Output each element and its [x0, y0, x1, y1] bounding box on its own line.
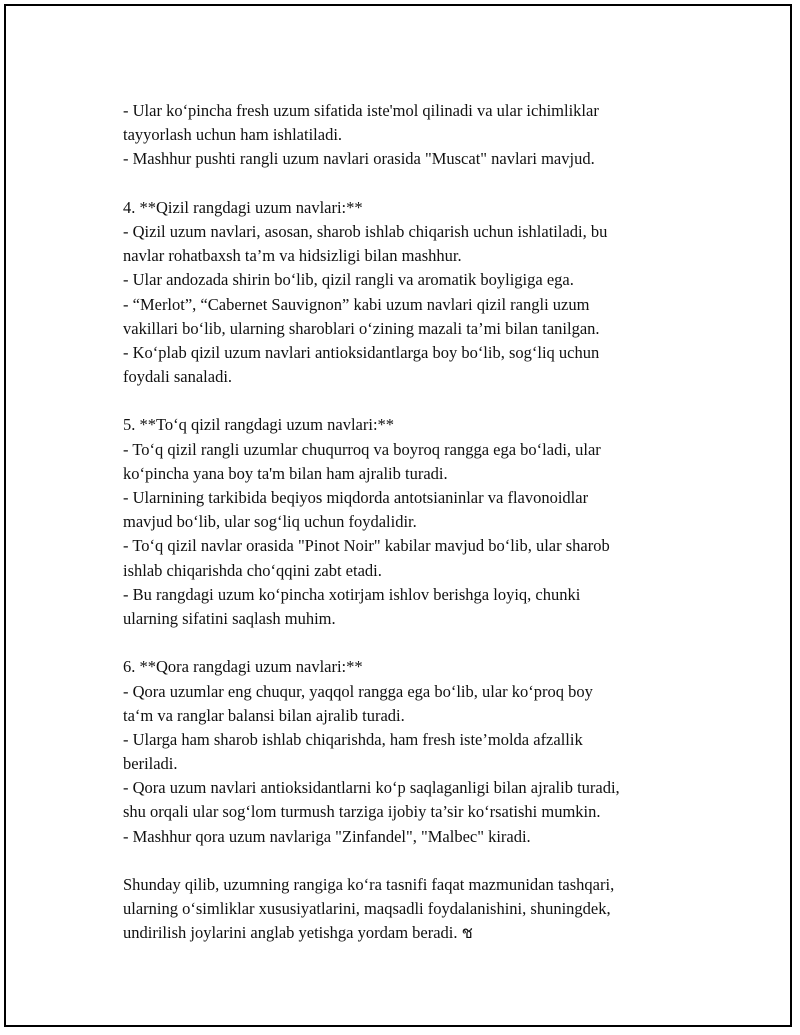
text-line: ularning o‘simliklar xususiyatlarini, maqsadli foydalanishini, shuningdek, — [123, 899, 611, 919]
paragraph-spacer — [123, 172, 703, 196]
paragraph-spacer — [123, 849, 703, 873]
text-line: ularning sifatini saqlash muhim. — [123, 608, 336, 628]
text-line: - Ularnining tarkibida beqiyos miqdorda antotsianinlar va flavonoidlar — [123, 488, 589, 507]
text-line: - “Merlot”, “Cabernet Sauvignon” kabi uzum navlari qizil rangli uzum — [123, 294, 590, 314]
text-line: - Qizil uzum navlari, asosan, sharob ishlab chiqarish uchun ishlatiladi, bu — [123, 221, 608, 241]
text-line: navlar rohatbaxsh ta’m va hidsizligi bilan mashhur. — [123, 246, 462, 266]
text-line: - To‘q qizil rangli uzumlar chuqurroq va boyroq rangga ega bo‘ladi, ular — [123, 439, 601, 459]
section-heading: 4. **Qizil rangdagi uzum navlari:** — [123, 197, 363, 217]
text-line: - Mashhur qora uzum navlariga "Zinfandel", "Malbec" kiradi. — [123, 826, 531, 846]
text-line: - Mashhur pushti rangli uzum navlari orasida "Muscat" navlari mavjud. — [123, 149, 595, 169]
section-heading: 5. **To‘q qizil rangdagi uzum navlari:** — [123, 415, 395, 435]
text-line: ishlab chiqarishda cho‘qqini zabt etadi. — [123, 560, 382, 580]
paragraph-spacer — [123, 389, 703, 413]
text-line: - Qora uzum navlari antioksidantlarni ko‘p saqlaganligi bilan ajralib turadi, — [123, 778, 620, 798]
text-line: - Ular andozada shirin bo‘lib, qizil rangli va aromatik boyligiga ega. — [123, 270, 574, 290]
text-line: vakillari bo‘lib, ularning sharoblari o‘zining mazali ta’mi bilan tanilgan. — [123, 318, 600, 338]
text-line: ta‘m va ranglar balansi bilan ajralib turadi. — [123, 705, 405, 725]
paragraph-spacer — [123, 631, 703, 655]
text-line: beriladi. — [123, 754, 178, 774]
text-line: Shunday qilib, uzumning rangiga ko‘ra tasnifi faqat mazmunidan tashqari, — [123, 875, 615, 894]
text-line: - Ular ko‘pincha fresh uzum sifatida iste'mol qilinadi va ular ichimliklar — [123, 101, 599, 120]
document-page — [4, 4, 792, 1027]
text-line: undirilish joylarini anglab yetishga yordam beradi. ช — [123, 923, 473, 943]
text-line: shu orqali ular sog‘lom turmush tarziga ijobiy ta’sir ko‘rsatishi mumkin. — [123, 802, 601, 822]
text-line: - Bu rangdagi uzum ko‘pincha xotirjam ishlov berishga loyiq, chunki — [123, 584, 581, 604]
text-line: tayyorlash uchun ham ishlatiladi. — [123, 125, 343, 145]
text-line: - Ularga ham sharob ishlab chiqarishda, ham fresh iste’molda afzallik — [123, 729, 583, 749]
text-line: - Qora uzumlar eng chuqur, yaqqol rangga ega bo‘lib, ular ko‘proq boy — [123, 681, 593, 701]
document-body — [123, 99, 703, 946]
section-heading: 6. **Qora rangdagi uzum navlari:** — [123, 657, 363, 677]
text-line: - To‘q qizil navlar orasida "Pinot Noir" kabilar mavjud bo‘lib, ular sharob — [123, 536, 610, 556]
text-line: foydali sanaladi. — [123, 367, 233, 387]
text-line: ko‘pincha yana boy ta'm bilan ham ajralib turadi. — [123, 463, 448, 483]
text-line: - Ko‘plab qizil uzum navlari antioksidantlarga boy bo‘lib, sog‘liq uchun — [123, 342, 600, 362]
text-line: mavjud bo‘lib, ular sog‘liq uchun foydalidir. — [123, 512, 417, 532]
